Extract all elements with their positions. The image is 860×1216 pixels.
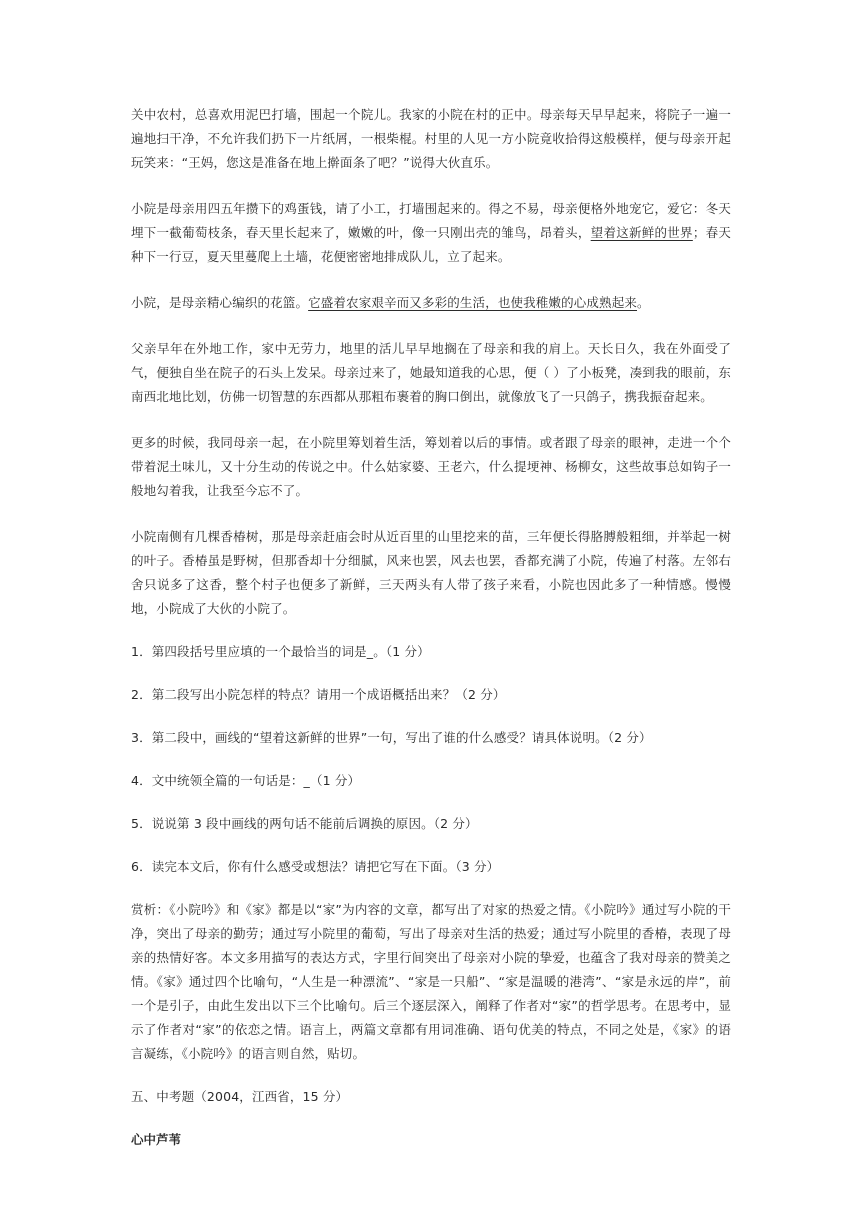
- paragraph-3: [131, 291, 731, 315]
- question-5: 5．说说第 3 段中画线的两句话不能前后调换的原因。（2 分）: [131, 816, 478, 831]
- paragraph-5: 更多的时候，我同母亲一起，在小院里筹划着生活，筹划着以后的事情。或者跟了母亲的眼神，走进一个个带着泥土味儿，又十分生动的传说之中。什么姑家婆、王老六，什么提埂神、杨柳女，这些故事总如钩子一般地勾着我，让我至今忘不了。: [131, 435, 731, 498]
- section-title: 五、中考题（2004，江西省，15 分）: [131, 1089, 349, 1104]
- underlined-phrase-new-world: 望着这新鲜的世界: [590, 225, 693, 240]
- paragraph-4: 父亲早年在外地工作，家中无劳力，地里的活儿早早地搁在了母亲和我的肩上。天长日久，我在外面受了气，便独自坐在院子的石头上发呆。母亲过来了，她最知道我的心思，便（ ）了小板凳，凑到我的眼前，东南西北地比划，仿佛一切智慧的东西都从那粗布裹着的胸口倒出，就像放飞了一只鸽子，携我振奋起来。: [131, 341, 731, 404]
- question-1: 1．第四段括号里应填的一个最恰当的词是_。（1 分）: [131, 644, 430, 659]
- underlined-sentence-basket: 它盛着农家艰辛而又多彩的生活，也使我稚嫩的心成熟起来: [308, 295, 638, 310]
- analysis-paragraph: 赏析：《小院吟》和《家》都是以“家”为内容的文章，都写出了对家的热爱之情。《小院吟》通过写小院的干净，突出了母亲的勤劳；通过写小院里的葡萄，写出了母亲对生活的热爱；通过写小院里的香椿，表现了母亲的热情好客。本文多用描写的表达方式，字里行间突出了母亲对小院的挚爱，也蕴含了我对母亲的赞美之情。《家》通过四个比喻句，“人生是一种漂流”、“家是一只船”、“家是温暖的港湾”、“家是永远的岸”，前一个是引子，由此生发出以下三个比喻句。后三个逐层深入，阐释了作者对“家”的哲学思考。在思考中，显示了作者对“家”的依恋之情。语言上，两篇文章都有用词准确、语句优美的特点，不同之处是，《家》的语言凝练，《小院吟》的语言则自然，贴切。: [131, 902, 731, 1061]
- paragraph-3-text-b: 。: [637, 295, 650, 310]
- paragraph-1: 关中农村，总喜欢用泥巴打墙，围起一个院儿。我家的小院在村的正中。母亲每天早早起来，将院子一遍一遍地扫干净，不允许我们扔下一片纸屑，一根柴棍。村里的人见一方小院竟收拾得这般模样，便与母亲开起玩笑来：“王妈，您这是准备在地上擀面条了吧？”说得大伙直乐。: [131, 107, 731, 170]
- paragraph-2: [131, 197, 731, 269]
- question-6: 6．读完本文后，你有什么感受或想法？请把它写在下面。（3 分）: [131, 859, 500, 874]
- paragraph-2-text-b: ；春天种下一行豆，夏天里蔓爬上土墙，花便密密地排成队儿，立了起来。: [131, 225, 732, 264]
- document-page: [131, 103, 731, 1152]
- paragraph-6: 小院南侧有几棵香椿树，那是母亲赶庙会时从近百里的山里挖来的苗，三年便长得胳膊般粗细，并举起一树的叶子。香椿虽是野树，但那香却十分细腻，风来也罢，风去也罢，香都充满了小院，传遍了村落。左邻右舍只说多了这香，整个村子也便多了新鲜，三天两头有人带了孩子来看，小院也因此多了一种情感。慢慢地，小院成了大伙的小院了。: [131, 529, 731, 616]
- paragraph-3-text-a: 小院，是母亲精心编织的花篮。: [131, 295, 309, 310]
- next-article-title: 心中芦苇: [131, 1132, 182, 1147]
- question-2: 2．第二段写出小院怎样的特点？请用一个成语概括出来？（2 分）: [131, 687, 506, 702]
- question-4: 4．文中统领全篇的一句话是：_（1 分）: [131, 773, 361, 788]
- paragraph-2-text-a: 小院是母亲用四五年攒下的鸡蛋钱，请了小工，打墙围起来的。得之不易，母亲便格外地宠它，爱它：冬天埋下一截葡萄枝条，春天里长起来了，嫩嫩的叶，像一只刚出壳的雏鸟，昂着头，: [131, 201, 731, 240]
- question-3: 3．第二段中，画线的“望着这新鲜的世界”一句，写出了谁的什么感受？请具体说明。（2 分）: [131, 730, 652, 745]
